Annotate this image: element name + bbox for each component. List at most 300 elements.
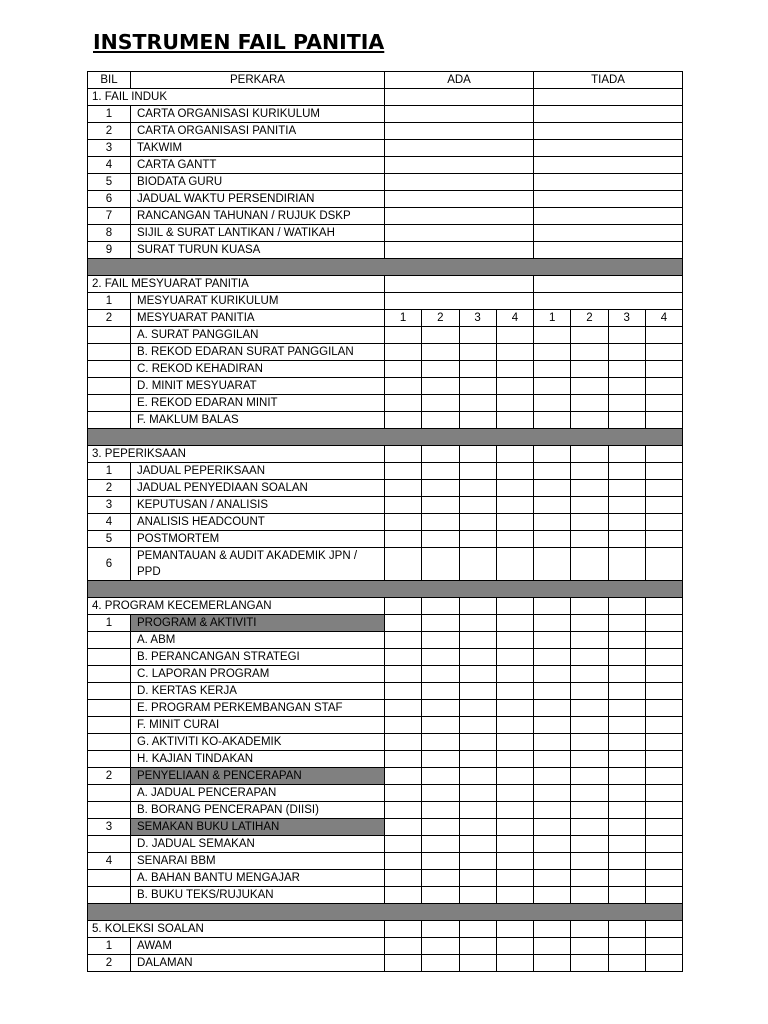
ada-cell bbox=[422, 463, 459, 480]
section-title: 5. KOLEKSI SOALAN bbox=[88, 921, 385, 938]
tiada-cell bbox=[534, 598, 571, 615]
ada-cell bbox=[385, 615, 422, 632]
ada-cell bbox=[385, 802, 422, 819]
tiada-cell bbox=[534, 378, 571, 395]
table-row bbox=[88, 514, 683, 531]
tiada-cell bbox=[571, 514, 608, 531]
tiada-cell bbox=[571, 683, 608, 700]
bil-cell: 2 bbox=[88, 123, 131, 140]
ada-cell bbox=[496, 598, 533, 615]
ada-cell bbox=[459, 412, 496, 429]
ada-cell bbox=[385, 446, 422, 463]
perkara-cell: SURAT TURUN KUASA bbox=[131, 242, 385, 259]
ada-cell bbox=[422, 327, 459, 344]
tiada-cell bbox=[645, 819, 682, 836]
table-body bbox=[88, 89, 683, 972]
perkara-cell: BIODATA GURU bbox=[131, 174, 385, 191]
tiada-cell bbox=[534, 140, 683, 157]
tiada-cell bbox=[571, 717, 608, 734]
bil-cell bbox=[88, 683, 131, 700]
tiada-cell bbox=[608, 446, 645, 463]
ada-cell: 4 bbox=[496, 310, 533, 327]
section-title: 4. PROGRAM KECEMERLANGAN bbox=[88, 598, 385, 615]
tiada-cell bbox=[571, 785, 608, 802]
ada-cell bbox=[422, 395, 459, 412]
tiada-cell bbox=[608, 836, 645, 853]
tiada-cell: 3 bbox=[608, 310, 645, 327]
bil-cell bbox=[88, 632, 131, 649]
tiada-cell bbox=[571, 955, 608, 972]
ada-cell bbox=[385, 208, 534, 225]
table-row bbox=[88, 344, 683, 361]
bil-cell: 6 bbox=[88, 191, 131, 208]
tiada-cell bbox=[534, 276, 683, 293]
tiada-cell bbox=[645, 734, 682, 751]
tiada-cell bbox=[534, 938, 571, 955]
table-row bbox=[88, 463, 683, 480]
ada-cell bbox=[385, 106, 534, 123]
tiada-cell bbox=[645, 446, 682, 463]
perkara-cell: A. JADUAL PENCERAPAN bbox=[131, 785, 385, 802]
section-header-row bbox=[88, 446, 683, 463]
tiada-cell bbox=[645, 870, 682, 887]
ada-cell bbox=[459, 446, 496, 463]
ada-cell bbox=[496, 344, 533, 361]
table-row bbox=[88, 666, 683, 683]
ada-cell bbox=[422, 853, 459, 870]
ada-cell bbox=[385, 649, 422, 666]
tiada-cell bbox=[608, 768, 645, 785]
ada-cell bbox=[459, 666, 496, 683]
table-row bbox=[88, 768, 683, 785]
bil-cell bbox=[88, 649, 131, 666]
ada-cell bbox=[422, 378, 459, 395]
table-row bbox=[88, 717, 683, 734]
ada-cell bbox=[385, 632, 422, 649]
tiada-cell bbox=[534, 870, 571, 887]
tiada-cell bbox=[608, 361, 645, 378]
perkara-cell: E. REKOD EDARAN MINIT bbox=[131, 395, 385, 412]
tiada-cell bbox=[534, 785, 571, 802]
ada-cell bbox=[385, 955, 422, 972]
tiada-cell bbox=[608, 666, 645, 683]
table-row bbox=[88, 361, 683, 378]
bil-cell: 8 bbox=[88, 225, 131, 242]
table-row bbox=[88, 174, 683, 191]
table-row bbox=[88, 785, 683, 802]
ada-cell bbox=[422, 514, 459, 531]
ada-cell bbox=[422, 921, 459, 938]
tiada-cell bbox=[571, 548, 608, 581]
ada-cell bbox=[422, 717, 459, 734]
bil-cell bbox=[88, 802, 131, 819]
ada-cell bbox=[385, 887, 422, 904]
ada-cell bbox=[496, 615, 533, 632]
ada-cell bbox=[459, 480, 496, 497]
perkara-cell: SENARAI BBM bbox=[131, 853, 385, 870]
table-row bbox=[88, 531, 683, 548]
tiada-cell bbox=[534, 717, 571, 734]
section-title: 1. FAIL INDUK bbox=[88, 89, 385, 106]
tiada-cell bbox=[571, 666, 608, 683]
tiada-cell bbox=[534, 853, 571, 870]
table-row bbox=[88, 123, 683, 140]
table-row bbox=[88, 395, 683, 412]
tiada-cell bbox=[571, 853, 608, 870]
bil-cell: 5 bbox=[88, 174, 131, 191]
tiada-cell bbox=[571, 870, 608, 887]
perkara-cell: JADUAL PENYEDIAAN SOALAN bbox=[131, 480, 385, 497]
perkara-cell: PENYELIAAN & PENCERAPAN bbox=[131, 768, 385, 785]
table-row bbox=[88, 208, 683, 225]
ada-cell bbox=[385, 548, 422, 581]
tiada-cell: 2 bbox=[571, 310, 608, 327]
tiada-cell bbox=[608, 480, 645, 497]
tiada-cell bbox=[534, 106, 683, 123]
ada-cell bbox=[496, 361, 533, 378]
ada-cell bbox=[422, 751, 459, 768]
perkara-cell: B. PERANCANGAN STRATEGI bbox=[131, 649, 385, 666]
tiada-cell bbox=[645, 412, 682, 429]
section-separator bbox=[88, 429, 683, 446]
ada-cell bbox=[385, 191, 534, 208]
ada-cell bbox=[422, 938, 459, 955]
tiada-cell bbox=[608, 514, 645, 531]
tiada-cell bbox=[645, 395, 682, 412]
bil-cell bbox=[88, 344, 131, 361]
tiada-cell bbox=[645, 921, 682, 938]
tiada-cell bbox=[645, 378, 682, 395]
ada-cell bbox=[496, 802, 533, 819]
tiada-cell bbox=[534, 327, 571, 344]
ada-cell bbox=[459, 548, 496, 581]
ada-cell bbox=[385, 344, 422, 361]
tiada-cell bbox=[571, 836, 608, 853]
ada-cell bbox=[496, 649, 533, 666]
ada-cell: 2 bbox=[422, 310, 459, 327]
ada-cell bbox=[385, 225, 534, 242]
tiada-cell bbox=[608, 497, 645, 514]
perkara-cell: DALAMAN bbox=[131, 955, 385, 972]
ada-cell bbox=[459, 836, 496, 853]
tiada-cell bbox=[534, 921, 571, 938]
tiada-cell bbox=[608, 412, 645, 429]
table-row bbox=[88, 157, 683, 174]
ada-cell bbox=[459, 819, 496, 836]
perkara-cell: H. KAJIAN TINDAKAN bbox=[131, 751, 385, 768]
perkara-cell: G. AKTIVITI KO-AKADEMIK bbox=[131, 734, 385, 751]
bil-cell: 3 bbox=[88, 140, 131, 157]
tiada-cell bbox=[571, 497, 608, 514]
tiada-cell bbox=[571, 446, 608, 463]
tiada-cell bbox=[571, 531, 608, 548]
bil-cell: 1 bbox=[88, 938, 131, 955]
header-tiada: TIADA bbox=[534, 72, 683, 89]
tiada-cell bbox=[645, 955, 682, 972]
ada-cell bbox=[385, 531, 422, 548]
ada-cell bbox=[496, 395, 533, 412]
ada-cell bbox=[385, 785, 422, 802]
tiada-cell bbox=[608, 344, 645, 361]
tiada-cell bbox=[645, 802, 682, 819]
tiada-cell bbox=[534, 632, 571, 649]
tiada-cell bbox=[645, 632, 682, 649]
ada-cell bbox=[385, 412, 422, 429]
ada-cell bbox=[496, 955, 533, 972]
ada-cell bbox=[459, 463, 496, 480]
bil-cell bbox=[88, 887, 131, 904]
ada-cell bbox=[496, 717, 533, 734]
ada-cell bbox=[496, 751, 533, 768]
tiada-cell bbox=[571, 768, 608, 785]
tiada-cell bbox=[608, 649, 645, 666]
ada-cell bbox=[385, 819, 422, 836]
tiada-cell bbox=[608, 819, 645, 836]
ada-cell bbox=[422, 632, 459, 649]
tiada-cell bbox=[534, 666, 571, 683]
tiada-cell bbox=[645, 344, 682, 361]
table-row bbox=[88, 548, 683, 581]
table-row bbox=[88, 225, 683, 242]
ada-cell bbox=[496, 819, 533, 836]
tiada-cell bbox=[645, 751, 682, 768]
ada-cell bbox=[459, 531, 496, 548]
tiada-cell bbox=[571, 921, 608, 938]
perkara-cell: B. BUKU TEKS/RUJUKAN bbox=[131, 887, 385, 904]
tiada-cell bbox=[645, 700, 682, 717]
separator-bar bbox=[88, 904, 683, 921]
perkara-cell: KEPUTUSAN / ANALISIS bbox=[131, 497, 385, 514]
perkara-cell: ANALISIS HEADCOUNT bbox=[131, 514, 385, 531]
tiada-cell bbox=[608, 870, 645, 887]
table-row bbox=[88, 412, 683, 429]
ada-cell bbox=[496, 327, 533, 344]
tiada-cell bbox=[645, 327, 682, 344]
ada-cell bbox=[459, 361, 496, 378]
ada-cell bbox=[459, 615, 496, 632]
ada-cell bbox=[496, 412, 533, 429]
ada-cell bbox=[385, 836, 422, 853]
tiada-cell bbox=[534, 344, 571, 361]
tiada-cell bbox=[534, 955, 571, 972]
ada-cell bbox=[496, 870, 533, 887]
ada-cell bbox=[385, 734, 422, 751]
ada-cell bbox=[496, 938, 533, 955]
perkara-cell: D. KERTAS KERJA bbox=[131, 683, 385, 700]
ada-cell bbox=[459, 649, 496, 666]
ada-cell bbox=[422, 497, 459, 514]
ada-cell bbox=[459, 683, 496, 700]
ada-cell bbox=[422, 615, 459, 632]
ada-cell bbox=[496, 887, 533, 904]
tiada-cell bbox=[534, 751, 571, 768]
perkara-cell: F. MINIT CURAI bbox=[131, 717, 385, 734]
tiada-cell bbox=[608, 785, 645, 802]
perkara-cell: AWAM bbox=[131, 938, 385, 955]
bil-cell: 4 bbox=[88, 157, 131, 174]
bil-cell: 6 bbox=[88, 548, 131, 581]
document-title: INSTRUMEN FAIL PANITIA bbox=[93, 30, 385, 54]
ada-cell bbox=[459, 751, 496, 768]
bil-cell: 2 bbox=[88, 768, 131, 785]
tiada-cell bbox=[645, 480, 682, 497]
ada-cell bbox=[422, 361, 459, 378]
tiada-cell bbox=[608, 395, 645, 412]
section-separator bbox=[88, 904, 683, 921]
perkara-cell: CARTA ORGANISASI KURIKULUM bbox=[131, 106, 385, 123]
tiada-cell bbox=[534, 123, 683, 140]
tiada-cell bbox=[534, 649, 571, 666]
perkara-cell: B. REKOD EDARAN SURAT PANGGILAN bbox=[131, 344, 385, 361]
ada-cell bbox=[385, 242, 534, 259]
perkara-cell: B. BORANG PENCERAPAN (DIISI) bbox=[131, 802, 385, 819]
ada-cell bbox=[385, 514, 422, 531]
table-row bbox=[88, 887, 683, 904]
tiada-cell bbox=[534, 242, 683, 259]
perkara-cell: JADUAL WAKTU PERSENDIRIAN bbox=[131, 191, 385, 208]
tiada-cell bbox=[534, 887, 571, 904]
tiada-cell bbox=[534, 514, 571, 531]
bil-cell: 1 bbox=[88, 293, 131, 310]
table-row bbox=[88, 140, 683, 157]
bil-cell bbox=[88, 700, 131, 717]
bil-cell bbox=[88, 412, 131, 429]
table-row bbox=[88, 632, 683, 649]
perkara-cell: D. MINIT MESYUARAT bbox=[131, 378, 385, 395]
tiada-cell bbox=[608, 378, 645, 395]
tiada-cell bbox=[645, 785, 682, 802]
tiada-cell bbox=[534, 174, 683, 191]
tiada-cell bbox=[571, 751, 608, 768]
tiada-cell bbox=[608, 921, 645, 938]
ada-cell bbox=[459, 785, 496, 802]
bil-cell: 9 bbox=[88, 242, 131, 259]
table-row bbox=[88, 293, 683, 310]
tiada-cell bbox=[608, 853, 645, 870]
tiada-cell bbox=[534, 802, 571, 819]
perkara-cell: JADUAL PEPERIKSAAN bbox=[131, 463, 385, 480]
perkara-cell: POSTMORTEM bbox=[131, 531, 385, 548]
ada-cell bbox=[422, 819, 459, 836]
tiada-cell bbox=[645, 836, 682, 853]
bil-cell: 3 bbox=[88, 819, 131, 836]
table-row bbox=[88, 191, 683, 208]
ada-cell bbox=[422, 768, 459, 785]
perkara-cell: CARTA ORGANISASI PANITIA bbox=[131, 123, 385, 140]
tiada-cell bbox=[645, 463, 682, 480]
tiada-cell bbox=[645, 548, 682, 581]
ada-cell bbox=[496, 853, 533, 870]
table-row bbox=[88, 480, 683, 497]
ada-cell bbox=[459, 768, 496, 785]
ada-cell bbox=[385, 480, 422, 497]
section-title: 2. FAIL MESYUARAT PANITIA bbox=[88, 276, 385, 293]
ada-cell bbox=[459, 870, 496, 887]
ada-cell bbox=[422, 955, 459, 972]
tiada-cell: 4 bbox=[645, 310, 682, 327]
tiada-cell bbox=[534, 395, 571, 412]
ada-cell bbox=[422, 548, 459, 581]
ada-cell bbox=[496, 666, 533, 683]
tiada-cell bbox=[608, 802, 645, 819]
section-header-row bbox=[88, 89, 683, 106]
tiada-cell bbox=[645, 717, 682, 734]
tiada-cell bbox=[571, 598, 608, 615]
ada-cell bbox=[385, 870, 422, 887]
table-row bbox=[88, 649, 683, 666]
bil-cell bbox=[88, 666, 131, 683]
ada-cell: 3 bbox=[459, 310, 496, 327]
ada-cell bbox=[385, 853, 422, 870]
ada-cell bbox=[385, 938, 422, 955]
ada-cell bbox=[459, 514, 496, 531]
tiada-cell bbox=[608, 734, 645, 751]
ada-cell bbox=[459, 955, 496, 972]
bil-cell: 4 bbox=[88, 853, 131, 870]
table-row bbox=[88, 615, 683, 632]
ada-cell bbox=[459, 700, 496, 717]
tiada-cell bbox=[571, 378, 608, 395]
ada-cell bbox=[385, 123, 534, 140]
ada-cell bbox=[422, 412, 459, 429]
ada-cell bbox=[459, 921, 496, 938]
ada-cell bbox=[496, 632, 533, 649]
tiada-cell bbox=[608, 615, 645, 632]
table-row bbox=[88, 836, 683, 853]
bil-cell: 7 bbox=[88, 208, 131, 225]
ada-cell bbox=[385, 395, 422, 412]
tiada-cell bbox=[645, 887, 682, 904]
ada-cell bbox=[385, 497, 422, 514]
tiada-cell bbox=[645, 666, 682, 683]
perkara-cell: E. PROGRAM PERKEMBANGAN STAF bbox=[131, 700, 385, 717]
table-row bbox=[88, 683, 683, 700]
table-row bbox=[88, 751, 683, 768]
table-row bbox=[88, 700, 683, 717]
section-header-row bbox=[88, 598, 683, 615]
tiada-cell bbox=[534, 293, 683, 310]
tiada-cell bbox=[645, 649, 682, 666]
ada-cell bbox=[496, 446, 533, 463]
tiada-cell bbox=[571, 938, 608, 955]
bil-cell bbox=[88, 836, 131, 853]
ada-cell bbox=[496, 734, 533, 751]
perkara-cell: C. LAPORAN PROGRAM bbox=[131, 666, 385, 683]
ada-cell bbox=[422, 480, 459, 497]
perkara-cell: A. ABM bbox=[131, 632, 385, 649]
separator-bar bbox=[88, 429, 683, 446]
ada-cell bbox=[459, 344, 496, 361]
ada-cell bbox=[422, 649, 459, 666]
ada-cell bbox=[422, 700, 459, 717]
table-row bbox=[88, 955, 683, 972]
ada-cell bbox=[385, 174, 534, 191]
ada-cell bbox=[459, 378, 496, 395]
perkara-cell: SEMAKAN BUKU LATIHAN bbox=[131, 819, 385, 836]
table-row bbox=[88, 497, 683, 514]
tiada-cell bbox=[534, 412, 571, 429]
ada-cell bbox=[459, 887, 496, 904]
tiada-cell bbox=[608, 548, 645, 581]
perkara-cell: D. JADUAL SEMAKAN bbox=[131, 836, 385, 853]
perkara-cell: MESYUARAT KURIKULUM bbox=[131, 293, 385, 310]
bil-cell bbox=[88, 395, 131, 412]
table-row bbox=[88, 378, 683, 395]
ada-cell bbox=[385, 378, 422, 395]
perkara-cell: PROGRAM & AKTIVITI bbox=[131, 615, 385, 632]
tiada-cell bbox=[645, 361, 682, 378]
ada-cell bbox=[385, 717, 422, 734]
